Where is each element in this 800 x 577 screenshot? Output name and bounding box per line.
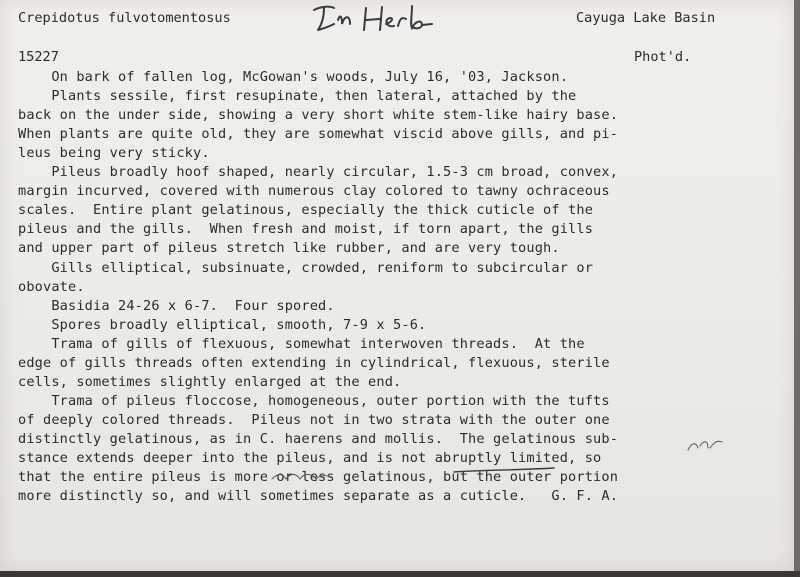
- text-line: distinctly gelatinous, as in C. haerens and mollis. The gelatinous sub-: [18, 430, 619, 447]
- text-line: edge of gills threads often extending in cylindrical, flexuous, sterile: [18, 354, 610, 371]
- text-line: pileus and the gills. When fresh and moist, if torn apart, the gills: [18, 221, 594, 238]
- text-line: back on the under side, showing a very short white stem-like hairy base.: [18, 107, 619, 124]
- text-line: Pileus broadly hoof shaped, nearly circular, 1.5-3 cm broad, convex,: [18, 164, 619, 181]
- text-line: of deeply colored threads. Pileus not in two strata with the outer one: [18, 411, 610, 428]
- text-line: Basidia 24-26 x 6-7. Four spored.: [18, 297, 335, 314]
- handwritten-insertion: [268, 469, 338, 483]
- text-line: Gills elliptical, subsinuate, crowded, reniform to subcircular or: [18, 259, 594, 276]
- text-line: that the entire pileus is more or less gelatinous, but the outer portion: [18, 469, 619, 486]
- text-line: cells, sometimes slightly enlarged at the end.: [18, 373, 402, 390]
- photographed-note: Phot'd.: [634, 49, 692, 65]
- text-line: obovate.: [18, 278, 85, 295]
- handwritten-herb-note: [308, 2, 438, 36]
- strikethrough-mark: [452, 464, 556, 476]
- text-line: more distinctly so, and will sometimes separate as a cuticle. G. F. A.: [18, 488, 619, 505]
- text-line: stance extends deeper into the pileus, and is not abruptly limited, so: [18, 450, 602, 466]
- photo-edge-bottom: [0, 571, 800, 577]
- species-name: Crepidotus fulvotomentosus: [18, 10, 231, 26]
- text-line: Trama of pileus floccose, homogeneous, outer portion with the tufts: [18, 392, 610, 409]
- text-line: Trama of gills of flexuous, somewhat interwoven threads. At the: [18, 335, 585, 352]
- handwritten-margin-note: [686, 436, 726, 452]
- text-line: On bark of fallen log, McGowan's woods, July 16, '03, Jackson.: [18, 69, 569, 85]
- text-line: When plants are quite old, they are somewhat viscid above gills, and pi-: [18, 126, 619, 143]
- text-line: margin incurved, covered with numerous clay colored to tawny ochraceous: [18, 183, 610, 200]
- text-line: Plants sessile, first resupinate, then lateral, attached by the: [18, 88, 577, 105]
- text-line: leus being very sticky.: [18, 145, 210, 162]
- specimen-number: 15227: [18, 49, 59, 65]
- region-label: Cayuga Lake Basin: [576, 10, 716, 26]
- text-line: and upper part of pileus stretch like rubber, and are very tough.: [18, 240, 560, 257]
- text-line: Spores broadly elliptical, smooth, 7-9 x 5-6.: [18, 316, 427, 333]
- photo-edge-right: [794, 0, 800, 577]
- text-line: scales. Entire plant gelatinous, especially the thick cuticle of the: [18, 202, 594, 219]
